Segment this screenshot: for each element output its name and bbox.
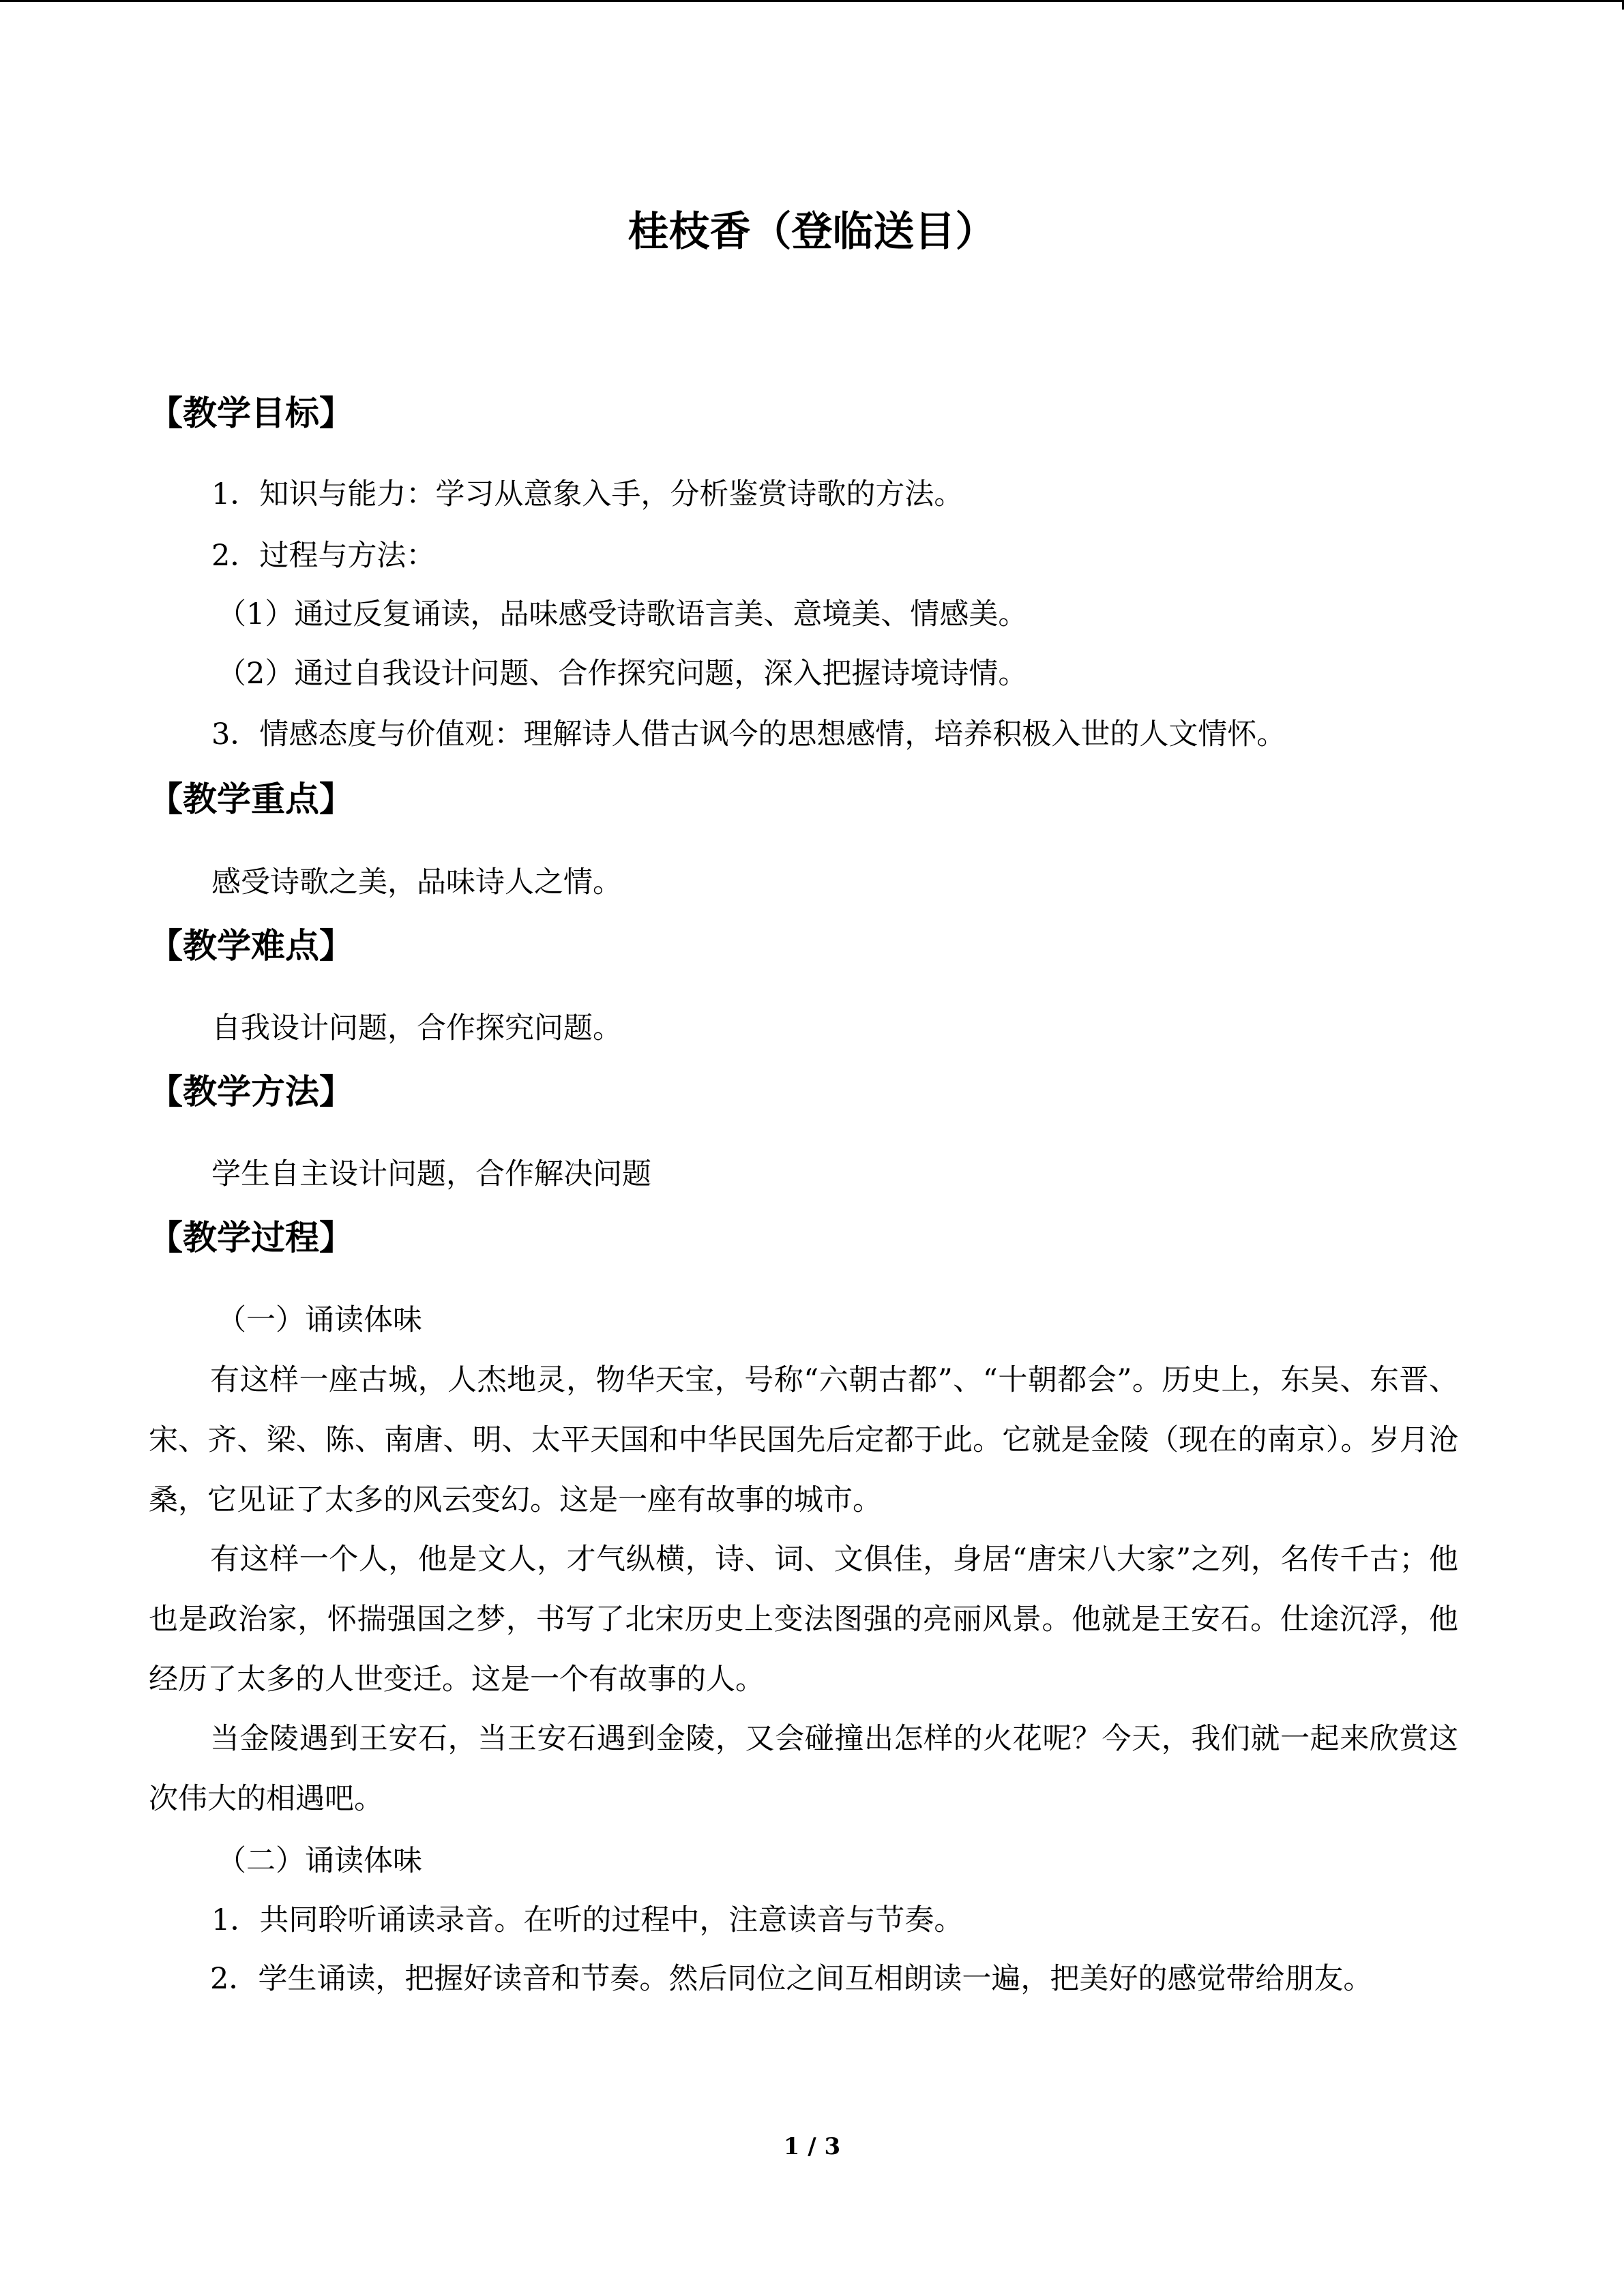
document-title: 桂枝香（登临送目） [628, 208, 996, 256]
process-step-2: 2．学生诵读，把握好读音和节奏。然后同位之间互相朗读一遍，把美好的感觉带给朋友。 [210, 1962, 1373, 1996]
heading-methods: 【教学方法】 [149, 1072, 353, 1112]
heading-key-points: 【教学重点】 [149, 779, 353, 819]
objective-item-2: 2．过程与方法： [211, 539, 436, 573]
process-paragraph-2: 有这样一个人，他是文人，才气纵横，诗、词、文俱佳，身居“唐宋八大家”之列，名传千古；他也是政治家，怀揣强国之梦，书写了北宋历史上变法图强的亮丽风景。他就是王安石。仕途沉浮，他经历了太多的人世变迁。这是一个有故事的人。 [149, 1542, 1458, 1697]
process-subheading-2: （二）诵读体味 [217, 1844, 422, 1878]
key-points-text: 感受诗歌之美，品味诗人之情。 [211, 865, 622, 899]
objective-item-3: 3．情感态度与价值观：理解诗人借古讽今的思想感情，培养积极入世的人文情怀。 [211, 717, 1286, 751]
difficulties-text: 自我设计问题，合作探究问题。 [211, 1011, 622, 1045]
objective-item-2-2: （2）通过自我设计问题、合作探究问题，深入把握诗境诗情。 [217, 657, 1028, 691]
page-top-border [0, 0, 1624, 2]
process-subheading-1: （一）诵读体味 [217, 1303, 422, 1337]
methods-text: 学生自主设计问题，合作解决问题 [211, 1157, 651, 1191]
process-paragraph-3: 当金陵遇到王安石，当王安石遇到金陵，又会碰撞出怎样的火花呢？今天，我们就一起来欣赏这次伟大的相遇吧。 [149, 1722, 1458, 1816]
objective-item-2-1: （1）通过反复诵读，品味感受诗歌语言美、意境美、情感美。 [217, 597, 1028, 631]
heading-process: 【教学过程】 [149, 1218, 353, 1257]
page-number: 1 / 3 [783, 2133, 841, 2160]
heading-objectives: 【教学目标】 [149, 393, 353, 433]
process-step-1: 1．共同聆听诵读录音。在听的过程中，注意读音与节奏。 [211, 1903, 964, 1937]
objective-item-1: 1．知识与能力：学习从意象入手，分析鉴赏诗歌的方法。 [211, 477, 964, 511]
process-paragraph-1: 有这样一座古城，人杰地灵，物华天宝，号称“六朝古都”、“十朝都会”。历史上，东吴、东晋、宋、齐、梁、陈、南唐、明、太平天国和中华民国先后定都于此。它就是金陵（现在的南京）。岁月沧桑，它见证了太多的风云变幻。这是一座有故事的城市。 [149, 1363, 1458, 1517]
heading-difficulties: 【教学难点】 [149, 926, 353, 966]
